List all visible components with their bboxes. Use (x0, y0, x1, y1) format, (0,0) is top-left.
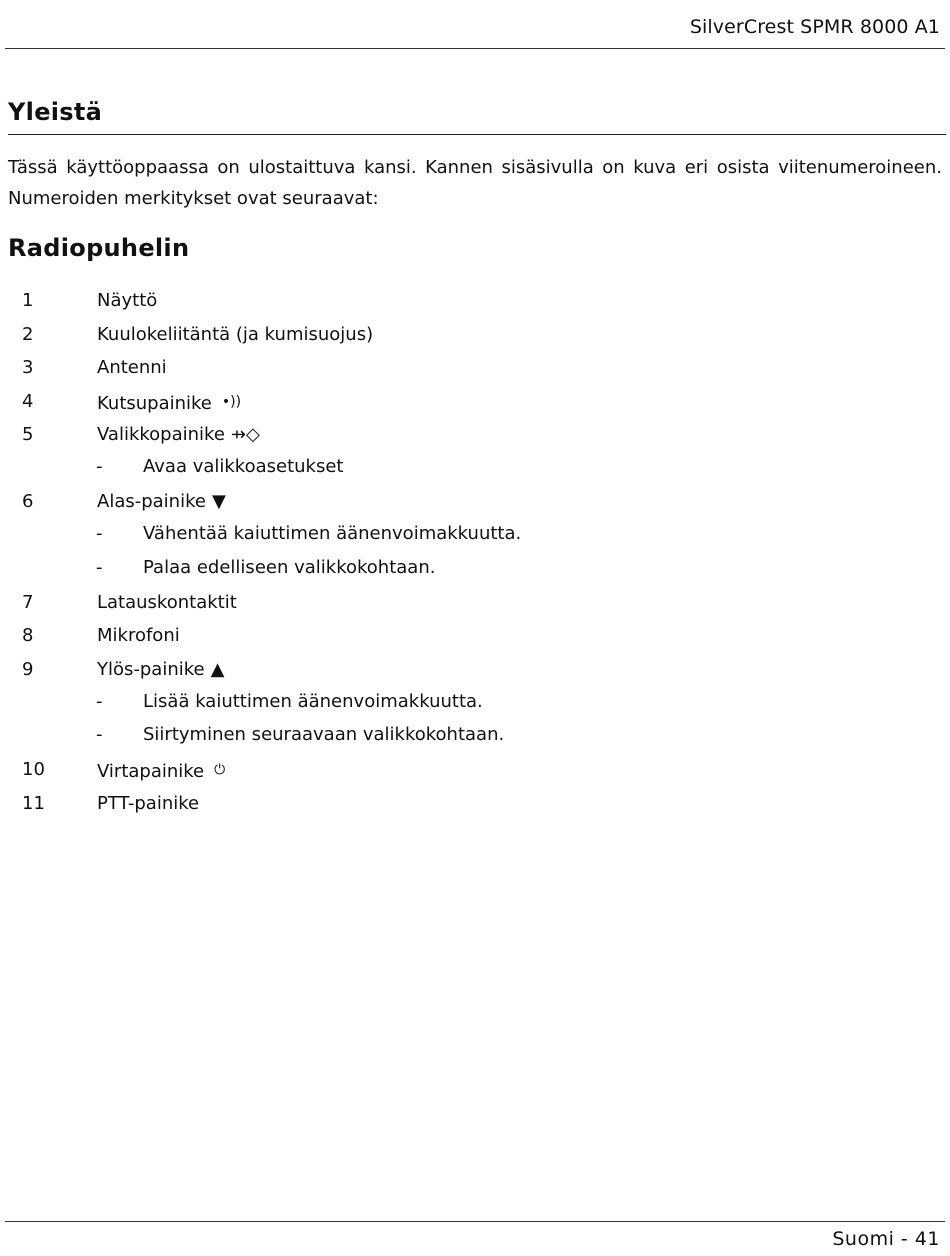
list-item (0, 755, 950, 785)
call-signal-icon: •)) (221, 393, 242, 410)
bullet-dash: - (96, 523, 103, 544)
item-label (97, 286, 157, 316)
item-number: 4 (22, 390, 34, 412)
item-label-text: Näyttö (97, 290, 158, 311)
list-item (0, 353, 950, 383)
item-label (97, 621, 180, 651)
list-subitem (0, 452, 950, 482)
item-number: 7 (22, 591, 34, 613)
bullet-dash: - (96, 690, 103, 712)
item-label-text: Kutsupainike (97, 392, 212, 414)
list-item (0, 320, 950, 350)
item-number: 2 (22, 323, 34, 345)
item-label (97, 755, 225, 787)
list-item (0, 588, 950, 618)
bullet-dash: - (96, 724, 103, 745)
page-number: Suomi - 41 (832, 1228, 940, 1250)
list-item (0, 621, 950, 651)
item-number: 8 (22, 625, 34, 646)
item-number: 6 (22, 491, 34, 512)
power-icon: ⏻ (214, 762, 226, 778)
arrow-up-icon: ▲ (210, 658, 225, 680)
subitem-text: Palaa edelliseen valikkokohtaan. (143, 556, 436, 578)
subitem-text: Siirtyminen seuraavaan valikkokohtaan. (143, 724, 505, 745)
intro-paragraph: Tässä käyttöoppaassa on ulostaittuva kansi. Kannen sisäsivulla on kuva eri osista viitenumeroineen. Numeroiden merkitykset ovat seuraavat: (8, 157, 942, 209)
item-label (97, 789, 199, 819)
item-label (97, 353, 167, 383)
item-label-text: Mikrofoni (97, 625, 180, 646)
page-header (5, 16, 945, 49)
item-label (97, 387, 241, 419)
subitem-text: Vähentää kaiuttimen äänenvoimakkuutta. (143, 523, 522, 544)
list-subitem (0, 553, 950, 583)
document-title: SilverCrest SPMR 8000 A1 (689, 16, 940, 38)
arrow-down-icon: ▼ (211, 491, 226, 512)
item-label-text: Alas-painike (97, 491, 206, 512)
item-label-text: Latauskontaktit (97, 591, 237, 613)
bullet-dash: - (96, 556, 103, 578)
list-subitem (0, 720, 950, 750)
item-label (97, 420, 260, 450)
item-number: 10 (22, 759, 45, 780)
page-footer (5, 1221, 945, 1250)
list-item (0, 387, 950, 417)
section-heading: Yleistä (8, 98, 946, 135)
item-label-text: PTT-painike (97, 792, 200, 814)
subitem-text: Lisää kaiuttimen äänenvoimakkuutta. (143, 690, 483, 712)
list-item (0, 655, 950, 685)
list-item (0, 286, 950, 316)
item-label (97, 320, 373, 350)
subsection-heading: Radiopuhelin (8, 234, 190, 262)
list-item (0, 487, 950, 517)
list-subitem (0, 519, 950, 549)
item-label-text: Kuulokeliitäntä (ja kumisuojus) (97, 323, 374, 345)
subitem-text: Avaa valikkoasetukset (143, 456, 344, 477)
item-label-text: Antenni (97, 357, 167, 378)
list-item (0, 789, 950, 819)
item-number: 1 (22, 290, 34, 311)
item-number: 9 (22, 658, 34, 680)
item-number: 3 (22, 357, 34, 378)
item-label-text: Valikkopainike (97, 424, 225, 445)
item-label-text: Ylös-painike (97, 658, 205, 680)
list-item (0, 420, 950, 450)
item-label (97, 487, 226, 517)
item-label-text: Virtapainike (97, 761, 205, 782)
bullet-dash: - (96, 456, 103, 477)
menu-icon: ⇸◇ (230, 424, 260, 445)
item-label (97, 588, 237, 618)
item-number: 5 (22, 424, 34, 445)
item-number: 11 (22, 792, 45, 814)
item-label (97, 655, 224, 685)
list-subitem (0, 687, 950, 717)
